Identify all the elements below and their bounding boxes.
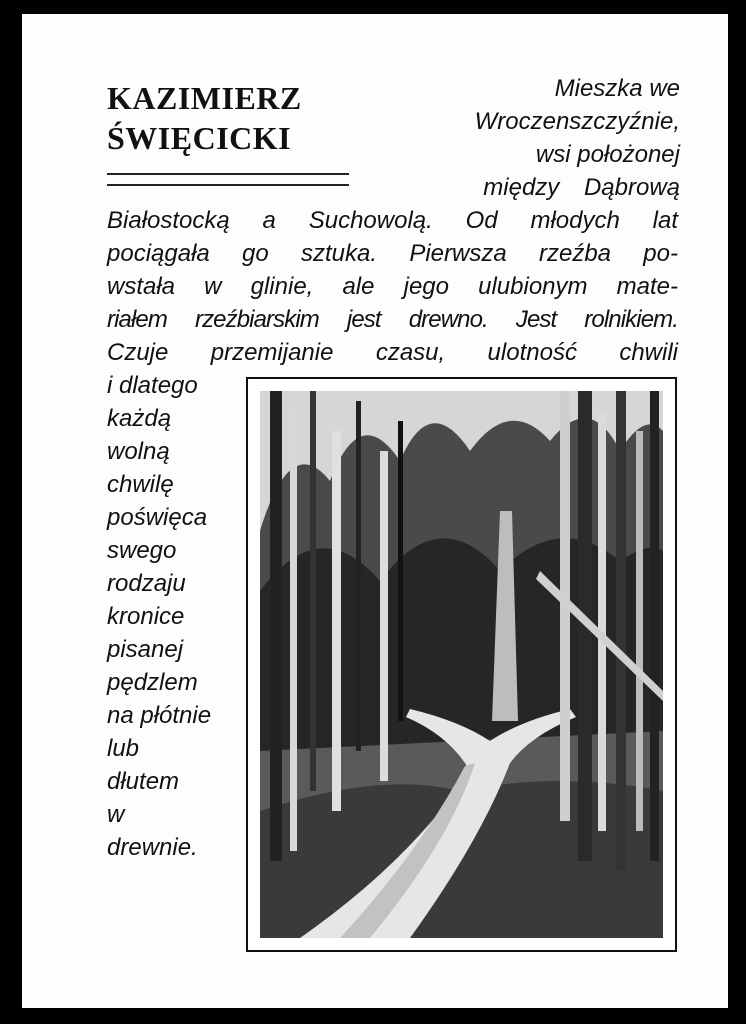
column-line: na płótnie [107,702,212,729]
text-line: pociągała go sztuka. Pierwsza rzeźba po- [107,240,678,267]
artist-name [107,78,302,158]
column-line: dłutem [107,768,180,795]
column-line: chwilę [107,471,174,498]
text-line: Białostocką a Suchowolą. Od młodych lat [107,207,678,234]
text-line: wsi położonej [535,141,680,168]
column-line: lub [107,735,140,762]
column-line: w [107,801,125,828]
painting-frame [246,377,677,952]
column-line: rodzaju [107,570,186,597]
text-line: wstała w glinie, ale jego ulubionym mate- [107,273,678,300]
page [22,14,728,1008]
column-line: kronice [107,603,185,630]
text-line: Czuje przemijanie czasu, ulotność chwili [107,339,678,366]
column-line: swego [107,537,177,564]
text-line: Mieszka we [554,75,680,102]
artist-first-name: KAZIMIERZ [107,80,302,116]
column-line: wolną [107,438,170,465]
forest-path-painting [260,391,663,938]
title-rule-top [107,173,349,175]
text-line: riałem rzeźbiarskim jest drewno. Jest rolnikiem. [107,306,678,333]
column-line: drewnie. [107,834,198,861]
title-rule-bottom [107,184,349,186]
text-line: Wroczenszczyźnie, [474,108,680,135]
artist-last-name: ŚWIĘCICKI [107,120,292,156]
column-line: każdą [107,405,172,432]
column-line: pędzlem [107,669,198,696]
column-line: pisanej [107,636,184,663]
column-line: i dlatego [107,372,198,399]
column-line: poświęca [107,504,208,531]
text-line: między Dąbrową [483,174,680,201]
